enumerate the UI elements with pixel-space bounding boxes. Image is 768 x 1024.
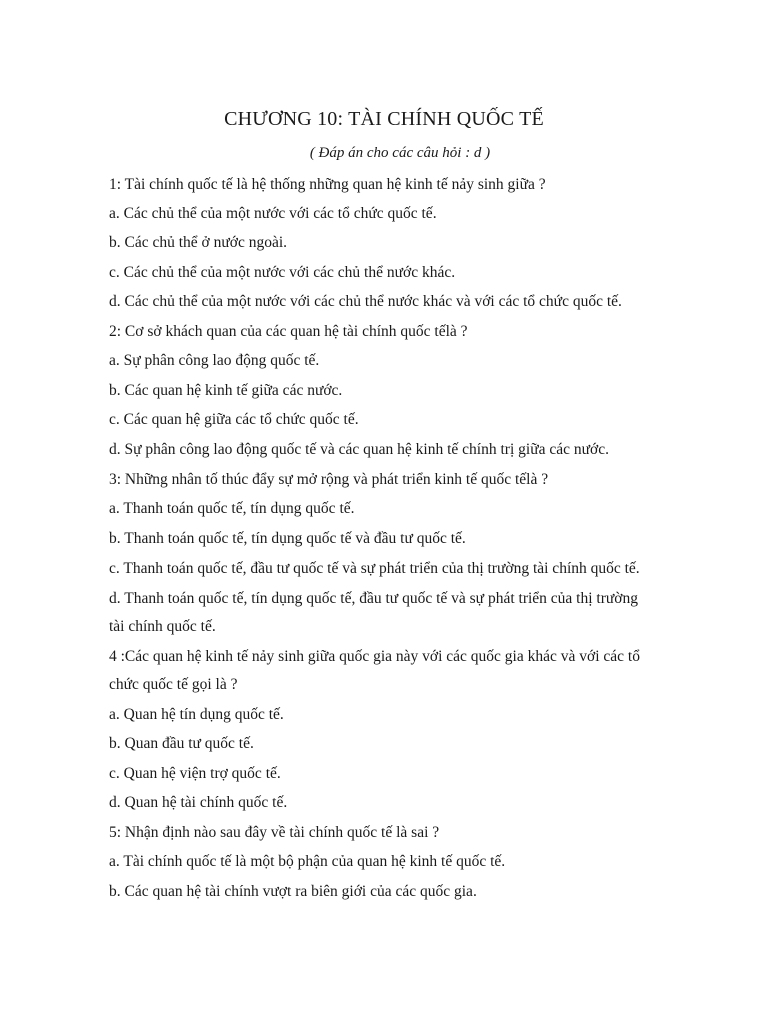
option-2c: c. Các quan hệ giữa các tổ chức quốc tế. bbox=[109, 411, 359, 428]
option-3b: b. Thanh toán quốc tế, tín dụng quốc tế và đầu tư quốc tế. bbox=[109, 530, 466, 547]
option-2d: d. Sự phân công lao động quốc tế và các quan hệ kinh tế chính trị giữa các nước. bbox=[109, 441, 609, 458]
answer-key-note: ( Đáp án cho các câu hỏi : d ) bbox=[309, 145, 491, 161]
option-3c: c. Thanh toán quốc tế, đầu tư quốc tế và sự phát triển của thị trường tài chính quốc tế. bbox=[109, 560, 640, 577]
question-2: 2: Cơ sở khách quan của các quan hệ tài chính quốc tếlà ? bbox=[109, 323, 468, 340]
question-5: 5: Nhận định nào sau đây về tài chính quốc tế là sai ? bbox=[109, 824, 440, 841]
question-4-continued: chức quốc tế gọi là ? bbox=[109, 676, 238, 693]
question-4: 4 :Các quan hệ kinh tế nảy sinh giữa quốc gia này với các quốc gia khác và với các tổ bbox=[109, 648, 640, 665]
option-4c: c. Quan hệ viện trợ quốc tế. bbox=[109, 765, 281, 782]
option-1c: c. Các chủ thể của một nước với các chủ thể nước khác. bbox=[109, 264, 456, 281]
option-2a: a. Sự phân công lao động quốc tế. bbox=[109, 352, 320, 369]
option-5a: a. Tài chính quốc tế là một bộ phận của quan hệ kinh tế quốc tế. bbox=[109, 853, 506, 870]
option-1a: a. Các chủ thể của một nước với các tổ chức quốc tế. bbox=[109, 205, 437, 222]
option-1d: d. Các chủ thể của một nước với các chủ thể nước khác và với các tổ chức quốc tế. bbox=[109, 293, 622, 310]
option-3d: d. Thanh toán quốc tế, tín dụng quốc tế, đầu tư quốc tế và sự phát triển của thị trường bbox=[109, 590, 638, 607]
question-3: 3: Những nhân tố thúc đẩy sự mở rộng và phát triển kinh tế quốc tếlà ? bbox=[109, 471, 549, 488]
option-3a: a. Thanh toán quốc tế, tín dụng quốc tế. bbox=[109, 500, 355, 517]
option-1b: b. Các chủ thể ở nước ngoài. bbox=[109, 234, 288, 251]
question-1: 1: Tài chính quốc tế là hệ thống những quan hệ kinh tế nảy sinh giữa ? bbox=[109, 176, 546, 193]
option-4a: a. Quan hệ tín dụng quốc tế. bbox=[109, 706, 284, 723]
option-4b: b. Quan đầu tư quốc tế. bbox=[109, 735, 254, 752]
option-3d-continued: tài chính quốc tế. bbox=[109, 618, 216, 635]
option-5b: b. Các quan hệ tài chính vượt ra biên giới của các quốc gia. bbox=[109, 883, 477, 900]
option-4d: d. Quan hệ tài chính quốc tế. bbox=[109, 794, 288, 811]
option-2b: b. Các quan hệ kinh tế giữa các nước. bbox=[109, 382, 343, 399]
chapter-title: CHƯƠNG 10: TÀI CHÍNH QUỐC TẾ bbox=[224, 108, 544, 130]
